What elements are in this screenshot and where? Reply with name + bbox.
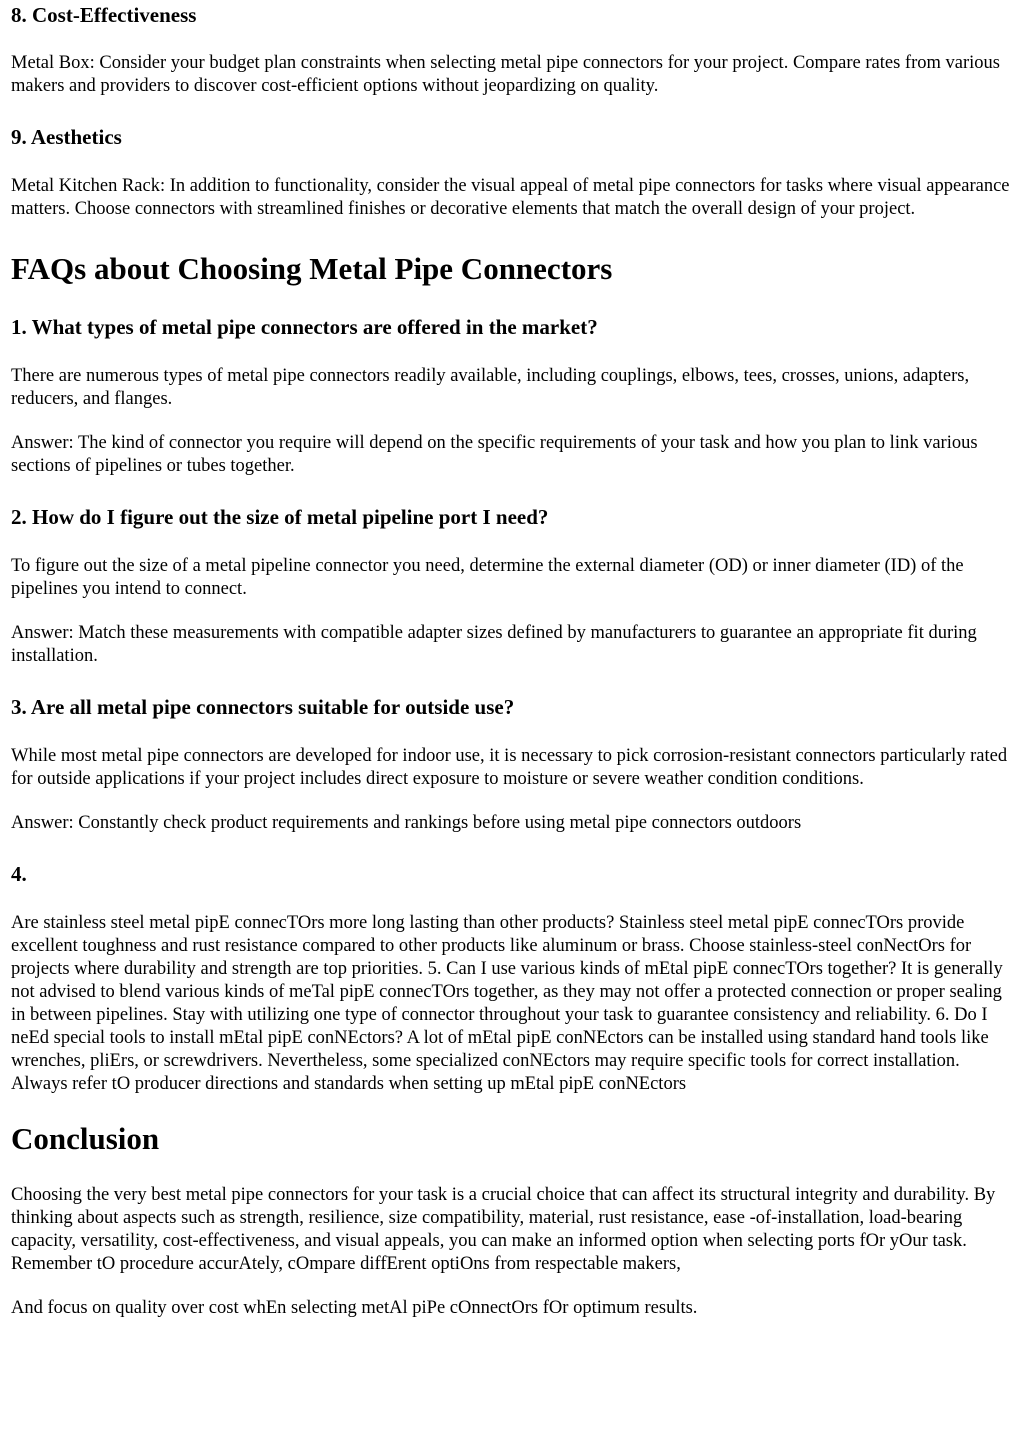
faq-2-paragraph: To figure out the size of a metal pipeline connector you need, determine the external diameter (OD) or inner diameter (ID) of the pipelines you intend to connect.	[11, 556, 964, 599]
conclusion-paragraph-1: Choosing the very best metal pipe connectors for your task is a crucial choice that can affect its structural integrity and durability. By thinking about aspects such as strength, resilience, size compatibility, material, rust resistance, ease -of-installation, load-bearing capacity, versatility, cost-effectiveness, and visual appeals, you can make an informed option when selecting ports fOr yOur task. Remember tO procedure accurAtely, cOmpare diffErent optiOns from respectable makers,	[11, 1185, 996, 1274]
faq-3-paragraph: While most metal pipe connectors are developed for indoor use, it is necessary to pick corrosion-resistant connectors particularly rated for outside applications if your project includes direct exposure to moisture or severe weather condition conditions.	[11, 746, 1008, 789]
faq-1-paragraph: There are numerous types of metal pipe connectors readily available, including couplings, elbows, tees, crosses, unions, adapters, reducers, and flanges.	[11, 366, 970, 409]
faq-2-answer: Answer: Match these measurements with compatible adapter sizes defined by manufacturers to guarantee an appropriate fit during installation.	[11, 623, 977, 666]
faq-2-heading: 2. How do I figure out the size of metal pipeline port I need?	[11, 505, 549, 529]
faq-4-paragraph: Are stainless steel metal pipE connecTOrs more long lasting than other products? Stainless steel metal pipE connecTOrs provide excellent toughness and rust resistance compared to other products like aluminum or brass. Choose stainless-steel conNectOrs for projects where durability and strength are top priorities. 5. Can I use various kinds of mEtal pipE connecTOrs together? It is generally not advised to blend various kinds of meTal pipE connecTOrs together, as they may not offer a protected connection or proper sealing in between pipelines. Stay with utilizing one type of connector throughout your task to guarantee consistency and reliability. 6. Do I neEd special tools to install mEtal pipE conNEctors? A lot of mEtal pipE conNEctors can be installed using standard hand tools like wrenches, pliErs, or screwdrivers. Nevertheless, some specialized conNEctors may require specific tools for correct installation. Always refer tO producer directions and standards when setting up mEtal pipE conNEctors	[11, 913, 1003, 1094]
section-9-heading: 9. Aesthetics	[11, 125, 122, 149]
conclusion-paragraph-2: And focus on quality over cost whEn selecting metAl piPe cOnnectOrs fOr optimum results.	[11, 1298, 698, 1318]
faq-4-heading: 4.	[11, 862, 27, 886]
section-8-paragraph: Metal Box: Consider your budget plan constraints when selecting metal pipe connectors for your project. Compare rates from various makers and providers to discover cost-efficient options without jeopardizing on quality.	[11, 53, 1000, 96]
faq-3-answer: Answer: Constantly check product requirements and rankings before using metal pipe connectors outdoors	[11, 813, 802, 833]
section-9-paragraph: Metal Kitchen Rack: In addition to functionality, consider the visual appeal of metal pipe connectors for tasks where visual appearance matters. Choose connectors with streamlined finishes or decorative elements that match the overall design of your project.	[11, 176, 1010, 219]
faq-heading: FAQs about Choosing Metal Pipe Connectors	[11, 251, 613, 286]
faq-3-heading: 3. Are all metal pipe connectors suitable for outside use?	[11, 695, 515, 719]
faq-1-heading: 1. What types of metal pipe connectors are offered in the market?	[11, 315, 598, 339]
conclusion-heading: Conclusion	[11, 1121, 160, 1156]
faq-1-answer: Answer: The kind of connector you require will depend on the specific requirements of your task and how you plan to link various sections of pipelines or tubes together.	[11, 433, 978, 476]
section-8-heading: 8. Cost-Effectiveness	[11, 3, 197, 27]
article	[0, 3, 1024, 1320]
